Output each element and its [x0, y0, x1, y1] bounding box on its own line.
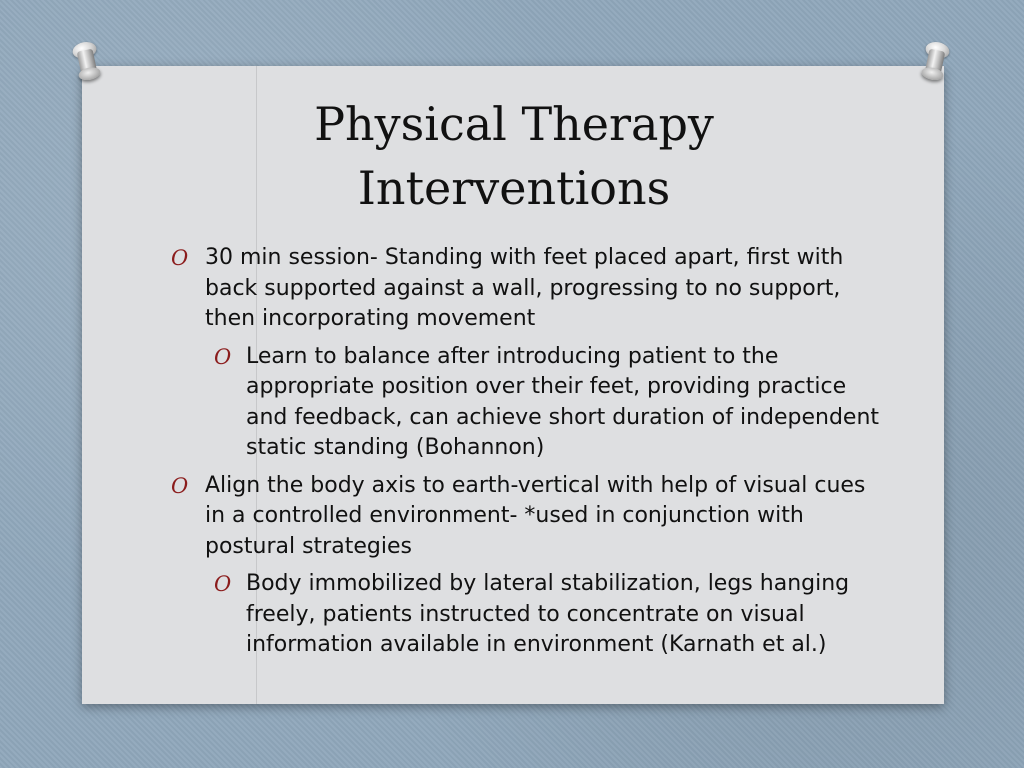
bullet-icon: O — [214, 344, 232, 369]
slide-title-line-1: Physical Therapy — [314, 97, 714, 151]
bullet-text: Body immobilized by lateral stabilization, legs hanging freely, patients instructed to concentrate on visual information available in environment (Karnath et al.) — [246, 571, 850, 657]
bullet-text: Align the body axis to earth-vertical with help of visual cues in a controlled environment- *used in conjunction with postural strategies — [205, 472, 866, 559]
bullet-list — [160, 243, 880, 668]
bullet-icon: O — [214, 572, 232, 596]
bullet-icon: O — [171, 246, 189, 270]
slide-title-line-2: Interventions — [357, 161, 671, 215]
bullet-item — [160, 471, 880, 563]
bullet-text: Learn to balance after introducing patient to the appropriate position over their feet, providing practice and feedback, can achieve short duration of independent static standing (Bohannon) — [246, 343, 880, 460]
pushpin-icon — [916, 39, 954, 84]
sub-bullet-item — [160, 342, 880, 464]
pushpin-icon — [68, 39, 106, 84]
bullet-text: 30 min session- Standing with feet placed apart, first with back supported against a wall, progressing to no support, then incorporating movement — [205, 245, 844, 331]
bullet-item — [160, 243, 880, 335]
sub-bullet-item — [160, 569, 880, 661]
slide-title — [256, 92, 772, 220]
bullet-icon: O — [171, 473, 189, 498]
